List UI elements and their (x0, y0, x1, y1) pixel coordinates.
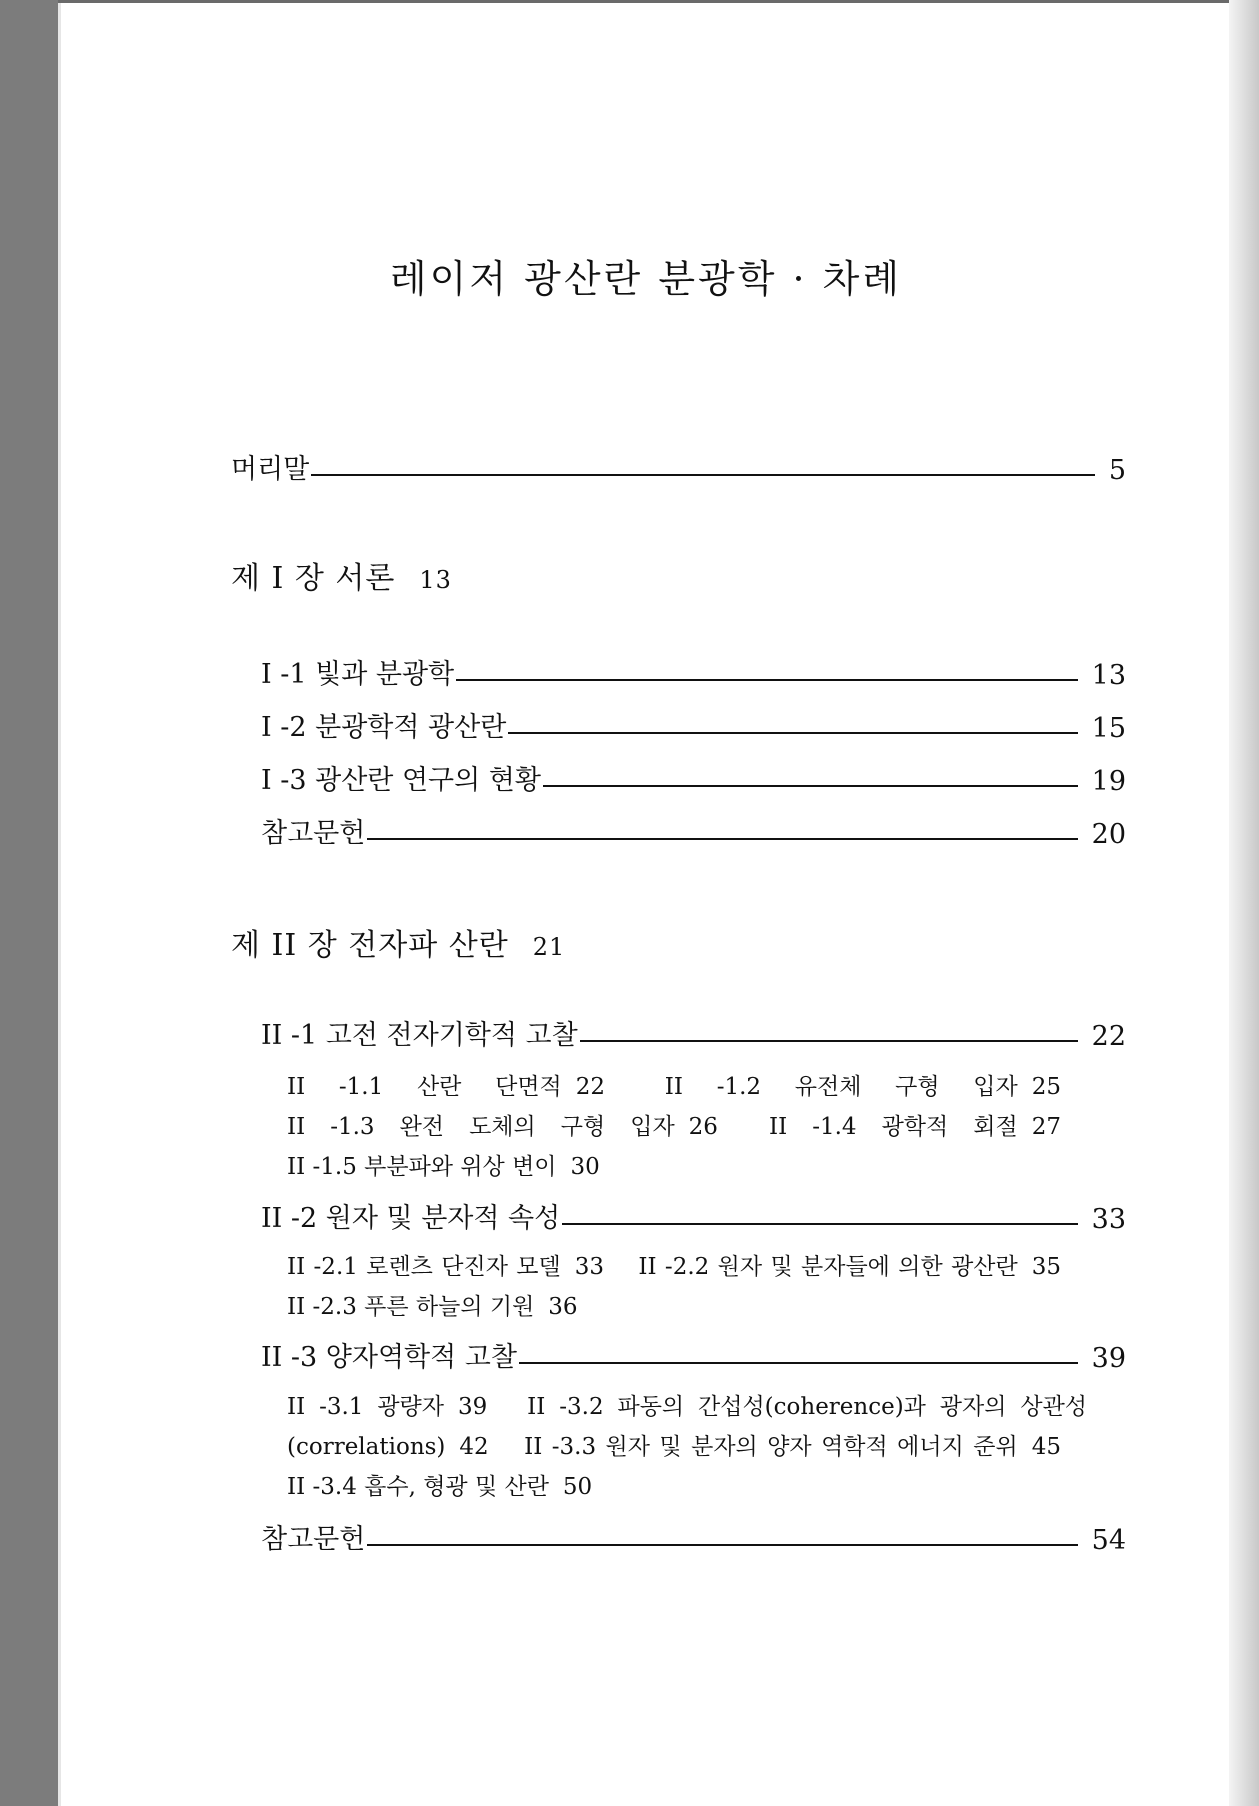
toc-section (261, 1195, 1126, 1235)
toc-page-number: 22 (1091, 1021, 1126, 1052)
toc-page-number: 33 (1091, 1204, 1126, 1235)
dot-leader (562, 1223, 1077, 1225)
toc-page-number: 5 (1108, 455, 1126, 486)
toc-section (261, 1012, 1126, 1052)
toc-label: II -3 양자역학적 고찰 (261, 1342, 517, 1373)
scan-right-shadow (1229, 0, 1259, 1806)
subsection-item: II -3.4 흡수, 형광 및 산란 50 (287, 1474, 593, 1500)
subsection-list (287, 1247, 1087, 1327)
toc-entry-references (261, 1516, 1126, 1556)
toc-page-number: 20 (1091, 819, 1126, 850)
toc-section (261, 1334, 1126, 1374)
toc-page-number: 39 (1091, 1343, 1126, 1374)
toc-page-number: 15 (1091, 713, 1126, 744)
chapter-title: 제 II 장 전자파 산란 (231, 928, 509, 963)
dot-leader (543, 785, 1078, 787)
chapter-page-number: 21 (532, 933, 566, 961)
toc-label: 참고문헌 (261, 1524, 366, 1555)
subsection-item: II -2.2 원자 및 분자들에 의한 광산란 35 (638, 1254, 1061, 1280)
toc-label: 참고문헌 (261, 818, 366, 849)
subsection-item: II -1.1 산란 단면적 22 (287, 1074, 606, 1100)
dot-leader (508, 732, 1077, 734)
subsection-item: II -3.1 광량자 39 (287, 1394, 488, 1420)
toc-label: 머리말 (231, 454, 310, 485)
subsection-list (287, 1387, 1087, 1507)
toc-page-number: 13 (1091, 660, 1126, 691)
toc-page-number: 54 (1091, 1525, 1126, 1556)
chapter-2-heading (231, 920, 565, 964)
toc-label: II -2 원자 및 분자적 속성 (261, 1203, 561, 1234)
subsection-item: II -1.4 광학적 회절 27 (769, 1114, 1062, 1140)
toc-entry (261, 757, 1126, 797)
toc-label: I -1 빛과 분광학 (261, 659, 455, 690)
dot-leader (519, 1362, 1078, 1364)
toc-label: II -1 고전 전자기학적 고찰 (261, 1020, 578, 1051)
toc-entry (261, 651, 1126, 691)
subsection-list (287, 1067, 1087, 1187)
toc-page-number: 19 (1091, 766, 1126, 797)
toc-entry-preface (231, 446, 1126, 486)
subsection-item: II -1.3 완전 도체의 구형 입자 26 (287, 1114, 718, 1140)
dot-leader (367, 1544, 1077, 1546)
toc-label: I -2 분광학적 광산란 (261, 712, 507, 743)
toc-entry-references (261, 810, 1126, 850)
toc-entry (261, 704, 1126, 744)
dot-leader (456, 679, 1078, 681)
chapter-title: 제 I 장 서론 (231, 561, 396, 596)
subsection-item: II -3.2 파동의 간섭성(coherence)과 광자의 상관성(correlations) 42 (287, 1394, 1088, 1460)
subsection-item: II -2.1 로렌츠 단진자 모델 33 (287, 1254, 605, 1280)
dot-leader (580, 1040, 1078, 1042)
toc-label: I -3 광산란 연구의 현황 (261, 765, 541, 796)
subsection-item: II -2.3 푸른 하늘의 기원 36 (287, 1294, 578, 1320)
document-page (61, 3, 1231, 1806)
chapter-1-heading (231, 553, 452, 597)
scan-left-border (0, 0, 58, 1806)
subsection-item: II -1.5 부분파와 위상 변이 30 (287, 1154, 600, 1180)
subsection-item: II -3.3 원자 및 분자의 양자 역학적 에너지 준위 45 (524, 1434, 1062, 1460)
chapter-page-number: 13 (419, 566, 452, 594)
dot-leader (367, 838, 1077, 840)
page-title: 레이저 광산란 분광학 · 차례 (389, 257, 903, 301)
subsection-item: II -1.2 유전체 구형 입자 25 (664, 1074, 1062, 1100)
dot-leader (311, 474, 1095, 476)
